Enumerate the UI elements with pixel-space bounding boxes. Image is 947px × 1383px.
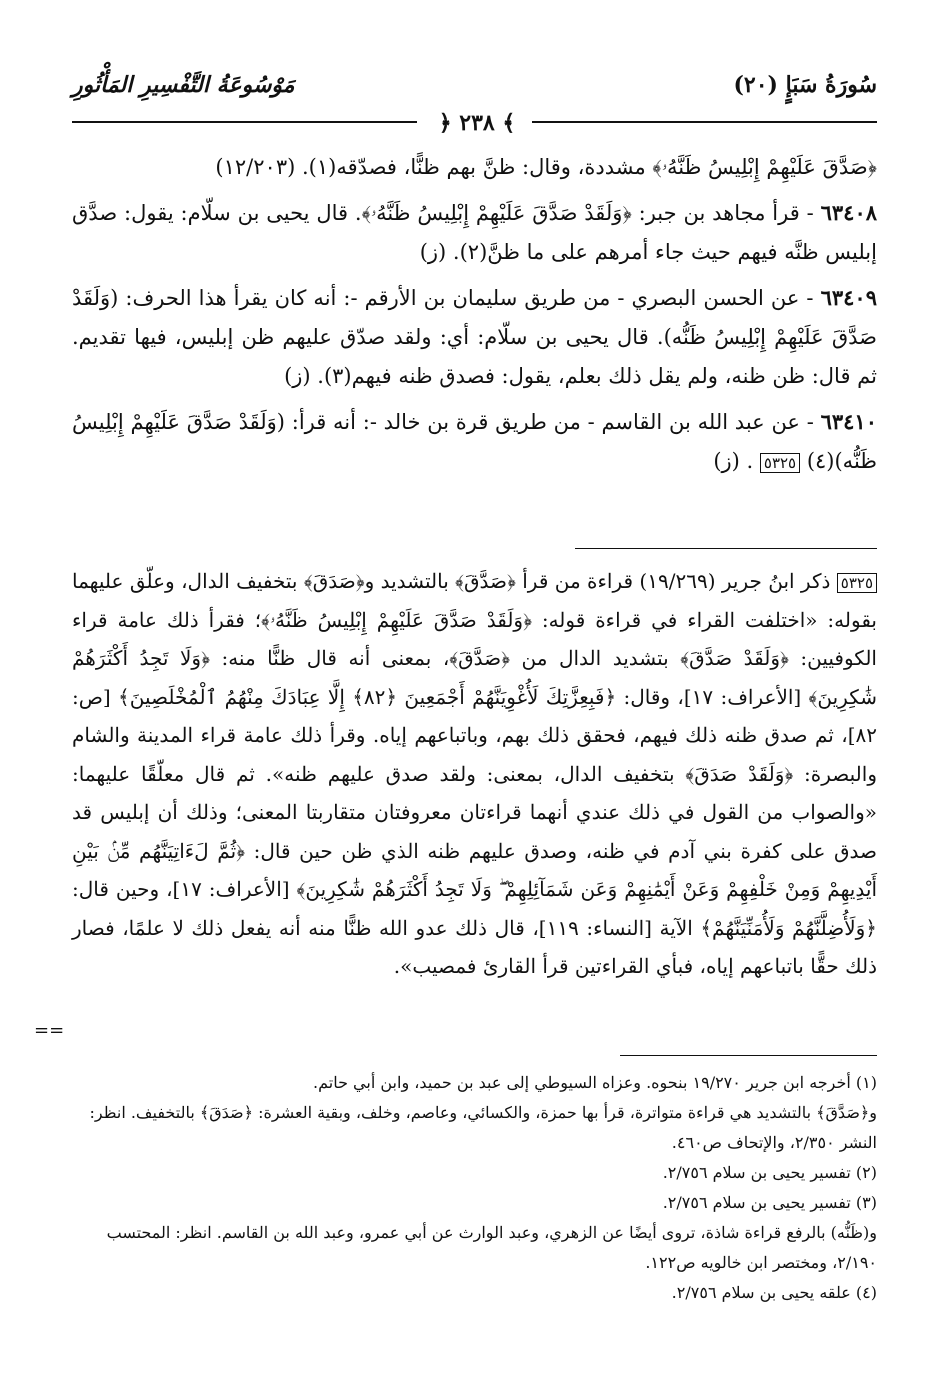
footnotes bbox=[72, 1068, 877, 1308]
footnote: و﴿صَدَّقَ﴾ بالتشديد هي قراءة متواترة، قرأ بها حمزة، والكسائي، وعاصم، وخلف، وبقية العشرة: ﴿صَدَقَ﴾ بالتخفيف. انظر: النشر ٢/٣٥٠، والإتحاف ص٤٦٠. bbox=[89, 1103, 877, 1152]
header-rule-right bbox=[532, 121, 877, 123]
narration-63410 bbox=[72, 402, 877, 481]
narration-tail: . (ز) bbox=[713, 449, 754, 473]
commentary-text: ذكر ابنُ جرير (١٩/٢٦٩) قراءة من قرأ ﴿صَدَّقَ﴾ بالتشديد و﴿صَدَقَ﴾ بتخفيف الدال، وعلّق عليهما بقوله: «اختلفت القراء في قراءة قوله: ﴿وَلَقَدْ صَدَّقَ عَلَيْهِمْ إِبْلِيسُ ظَنَّهُۥ﴾؛ فقرأ ذلك عامة قراء الكوفيين: ﴿وَلَقَدْ صَدَّقَ﴾ بتشديد الدال من ﴿صَدَّقَ﴾، بمعنى أنه قال ظنًّا منه: ﴿وَلَا تَجِدُ أَكْثَرَهُمْ شَٰكِرِينَ﴾ [الأعراف: ١٧]، وقال: ﴿فَبِعِزَّتِكَ لَأُغْوِيَنَّهُمْ أَجْمَعِينَ ﴿٨٢﴾ إِلَّا عِبَادَكَ مِنْهُمُ ٱلْمُخْلَصِينَ﴾ [ص: ٨٢]، ثم صدق ظنه ذلك فيهم، فحقق ذلك بهم، وباتباعهم إياه. وقرأ ذلك عامة قراء المدينة والشام والبصرة: ﴿وَلَقَدْ صَدَقَ﴾ بتخفيف الدال، بمعنى: ولقد صدق عليهم ظنه». ثم قال معلّقًا عليهما: «والصواب من القول في ذلك عندي أنهما قراءتان معروفتان متقاربتا المعنى؛ وذلك أن إبليس قد صدق على كفرة بني آدم في ظنه، وصدق عليهم ظنه الذي ظن حين قال: ﴿ثُمَّ لَءَاتِيَنَّهُم مِّنۢ بَيْنِ أَيْدِيهِمْ وَمِنْ خَلْفِهِمْ وَعَنْ أَيْمَٰنِهِمْ وَعَن شَمَآئِلِهِمْ ۖ وَلَا تَجِدُ أَكْثَرَهُمْ شَٰكِرِينَ﴾ [الأعراف: ١٧]، وحين قال: ﴿وَلَأُضِلَّنَّهُمْ وَلَأُمَنِّيَنَّهُمْ﴾ الآية [النساء: ١١٩]، قال ذلك عدو الله ظنًّا منه أنه يفعل ذلك لا علمًا، فصار ذلك حقًّا باتباعهم إياه، فبأي القراءتين قرأ القارئ فمصيب». bbox=[72, 569, 878, 978]
commentary-separator bbox=[575, 548, 877, 549]
footnote: (٤) علقه يحيى بن سلام ٢/٧٥٦. bbox=[671, 1283, 877, 1302]
footnote-separator bbox=[620, 1055, 877, 1056]
commentary-number-box: ٥٣٢٥ bbox=[837, 573, 877, 593]
surah-title: سُورَةُ سَبَإٍ (٢٠) bbox=[733, 72, 877, 98]
narration-number: ٦٣٤٠٩ bbox=[820, 285, 877, 310]
narration-text: - عن الحسن البصري - من طريق سليمان بن الأرقم -: أنه كان يقرأ هذا الحرف: (وَلَقَدْ صَدَّقَ عَلَيْهِمْ إِبْلِيسُ ظَنُّه). قال يحيى بن سلّام: أي: ولقد صدّق عليهم ظن إبليس، فيها تقديم. ثم قال: ظن ظنه، ولم يقل ذلك بعلم، يقول: فصدق ظنه فيهم(٣). (ز) bbox=[72, 286, 877, 388]
footnote: (١) أخرجه ابن جرير ١٩/٢٧٠ بنحوه. وعزاه السيوطي إلى عبد بن حميد، وابن أبي حاتم. bbox=[313, 1073, 877, 1092]
commentary bbox=[72, 562, 877, 986]
narration-number: ٦٣٤١٠ bbox=[820, 409, 877, 434]
main-text bbox=[72, 148, 877, 487]
narration-text: - عن عبد الله بن القاسم - من طريق قرة بن خالد -: أنه قرأ: (وَلَقَدْ صَدَّقَ عَلَيْهِمْ إِبْلِيسُ ظَنُّه)(٤) bbox=[72, 410, 877, 473]
paragraph-continuation: ﴿صَدَّقَ عَلَيْهِمْ إِبْلِيسُ ظَنَّهُۥ﴾ مشددة، وقال: ظنَّ بهم ظنًّا، فصدّقه(١). (١٢/٢٠٣) bbox=[215, 155, 877, 179]
commentary-ref-box: ٥٣٢٥ bbox=[760, 453, 800, 473]
narration-63409 bbox=[72, 278, 877, 396]
footnote: و(ظَنُّه) بالرفع قراءة شاذة، تروى أيضًا عن الزهري، وعبد الوارث عن أبي عمرو، وعبد الله بن القاسم. انظر: المحتسب ٢/١٩٠، ومختصر ابن خالويه ص١٢٢. bbox=[106, 1223, 877, 1272]
header-rule-left bbox=[72, 121, 417, 123]
margin-mark: == bbox=[34, 1020, 65, 1041]
page-number-row bbox=[72, 110, 877, 136]
narration-number: ٦٣٤٠٨ bbox=[820, 200, 878, 225]
narration-63408 bbox=[72, 193, 877, 272]
narration-text: - قرأ مجاهد بن جبر: ﴿وَلَقَدْ صَدَّقَ عَلَيْهِمْ إِبْلِيسُ ظَنَّهُۥ﴾. قال يحيى بن سلّام: يقول: صدَّق إبليس ظنَّه فيهم حيث جاء أمرهم على ما ظنَّ(٢). (ز) bbox=[72, 201, 877, 264]
page-number: ﴾ ٢٣٨ ﴿ bbox=[438, 110, 516, 136]
footnote: (٢) تفسير يحيى بن سلام ٢/٧٥٦. bbox=[662, 1163, 877, 1182]
footnote: (٣) تفسير يحيى بن سلام ٢/٧٥٦. bbox=[662, 1193, 877, 1212]
running-header bbox=[72, 72, 877, 102]
commentary-paragraph bbox=[72, 562, 877, 986]
book-title: مَوْسُوعَةُ التَّفْسِيرِ المَأْثُورِ bbox=[72, 72, 295, 98]
